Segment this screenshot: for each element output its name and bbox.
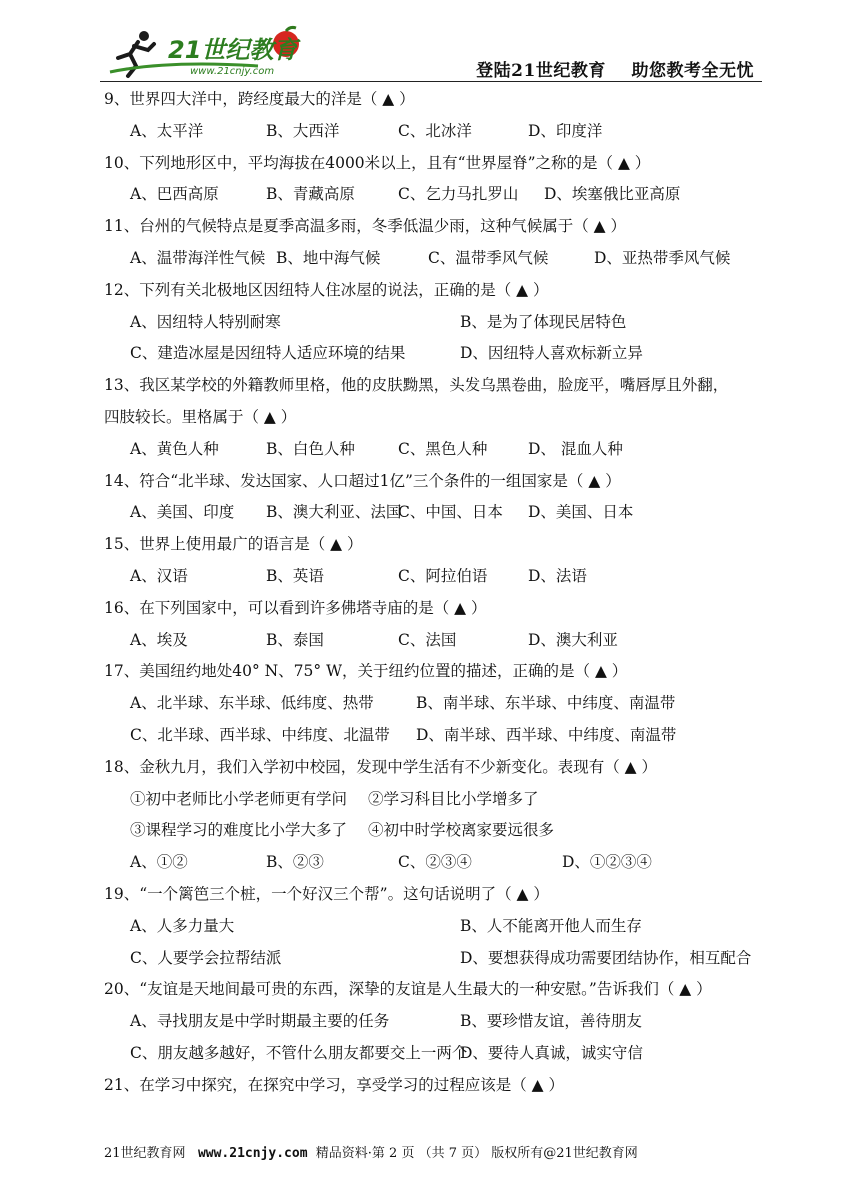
option-row [104, 847, 764, 879]
answer-option[interactable]: B、②③ [266, 853, 324, 872]
question-list [104, 84, 764, 1102]
question-stem: 17、美国纽约地处40° N、75° W，关于纽约位置的描述，正确的是（ ▲ ） [104, 662, 628, 681]
footer-page-info: 精品资料·第 2 页 （共 7 页） 版权所有@21世纪教育网 [315, 1146, 638, 1161]
answer-option[interactable]: D、 混血人种 [528, 439, 623, 458]
answer-option[interactable]: B、地中海气候 [276, 248, 381, 267]
answer-option[interactable]: ③课程学习的难度比小学大多了 [130, 821, 348, 840]
answer-option[interactable]: B、人不能离开他人而生存 [460, 916, 642, 935]
answer-option[interactable]: B、是为了体现民居特色 [460, 312, 627, 331]
answer-option[interactable]: B、白色人种 [266, 439, 355, 458]
answer-option[interactable]: A、太平洋 [130, 121, 204, 140]
question-stem: 20、“友谊是天地间最可贵的东西，深挚的友谊是人生最大的一种安慰。”告诉我们（ ▲ ） [104, 980, 712, 999]
answer-option[interactable]: D、南半球、西半球、中纬度、南温带 [416, 725, 677, 744]
option-row [104, 1038, 764, 1070]
option-row [104, 561, 764, 593]
answer-option[interactable]: A、埃及 [130, 630, 188, 649]
answer-option[interactable]: C、阿拉伯语 [398, 566, 488, 585]
answer-option[interactable]: C、中国、日本 [398, 503, 503, 522]
answer-option[interactable]: A、黄色人种 [130, 439, 219, 458]
answer-option[interactable]: B、南半球、东半球、中纬度、南温带 [416, 694, 676, 713]
option-row [104, 338, 764, 370]
option-row [104, 179, 764, 211]
question-stem-continued: 四肢较长。里格属于（ ▲ ） [104, 407, 297, 426]
answer-option[interactable]: D、澳大利亚 [528, 630, 618, 649]
footer-url[interactable]: www.21cnjy.com [197, 1146, 308, 1161]
question-stem: 15、世界上使用最广的语言是（ ▲ ） [104, 535, 363, 554]
answer-option[interactable]: C、北半球、西半球、中纬度、北温带 [130, 725, 390, 744]
site-logo[interactable] [108, 24, 308, 82]
question-stem: 16、在下列国家中，可以看到许多佛塔寺庙的是（ ▲ ） [104, 598, 487, 617]
answer-option[interactable]: A、①② [130, 853, 188, 872]
option-row [104, 911, 764, 943]
answer-option[interactable]: A、因纽特人特别耐寒 [130, 312, 281, 331]
option-row [104, 1006, 764, 1038]
answer-option[interactable]: D、①②③④ [562, 853, 652, 872]
answer-option[interactable]: D、要想获得成功需要团结协作，相互配合 [460, 948, 752, 967]
option-row [104, 720, 764, 752]
answer-option[interactable]: B、英语 [266, 566, 324, 585]
question-stem: 18、金秋九月，我们入学初中校园，发现中学生活有不少新变化。表现有（ ▲ ） [104, 757, 657, 776]
answer-option[interactable]: C、朋友越多越好，不管什么朋友都要交上一两个 [130, 1043, 468, 1062]
answer-option[interactable]: D、法语 [528, 566, 587, 585]
option-row [104, 815, 764, 847]
answer-option[interactable]: D、因纽特人喜欢标新立异 [460, 344, 643, 363]
answer-option[interactable]: D、要待人真诚，诚实守信 [460, 1043, 643, 1062]
answer-option[interactable]: C、北冰洋 [398, 121, 472, 140]
question-stem: 11、台州的气候特点是夏季高温多雨，冬季低温少雨，这种气候属于（ ▲ ） [104, 217, 626, 236]
option-row [104, 243, 764, 275]
option-row [104, 625, 764, 657]
answer-option[interactable]: D、印度洋 [528, 121, 603, 140]
answer-option[interactable]: D、美国、日本 [528, 503, 634, 522]
answer-option[interactable]: A、人多力量大 [130, 916, 235, 935]
page-header [100, 20, 762, 82]
footer-site: 21世纪教育网 [104, 1146, 186, 1161]
answer-option[interactable]: C、乞力马扎罗山 [398, 185, 519, 204]
answer-option[interactable]: C、②③④ [398, 853, 472, 872]
answer-option[interactable]: A、温带海洋性气候 [130, 248, 266, 267]
answer-option[interactable]: C、人要学会拉帮结派 [130, 948, 282, 967]
answer-option[interactable]: C、温带季风气候 [428, 248, 549, 267]
logo-graphic [108, 24, 308, 82]
option-row [104, 307, 764, 339]
answer-option[interactable]: ④初中时学校离家要远很多 [368, 821, 555, 840]
answer-option[interactable]: D、亚热带季风气候 [594, 248, 731, 267]
answer-option[interactable]: B、要珍惜友谊，善待朋友 [460, 1012, 642, 1031]
svg-text:www.21cnjy.com: www.21cnjy.com [190, 66, 275, 77]
answer-option[interactable]: A、北半球、东半球、低纬度、热带 [130, 694, 374, 713]
question-stem: 9、世界四大洋中，跨经度最大的洋是（ ▲ ） [104, 90, 415, 108]
header-divider [100, 81, 762, 82]
question-stem: 19、“一个篱笆三个桩，一个好汉三个帮”。这句话说明了（ ▲ ） [104, 884, 549, 903]
option-row [104, 497, 764, 529]
answer-option[interactable]: D、埃塞俄比亚高原 [544, 185, 681, 204]
answer-option[interactable]: C、建造冰屋是因纽特人适应环境的结果 [130, 344, 406, 363]
option-row [104, 943, 764, 975]
option-row [104, 688, 764, 720]
answer-option[interactable]: C、黑色人种 [398, 439, 488, 458]
answer-option[interactable]: C、法国 [398, 630, 457, 649]
answer-option[interactable]: A、巴西高原 [130, 185, 219, 204]
page-footer [104, 1142, 638, 1161]
answer-option[interactable]: B、大西洋 [266, 121, 340, 140]
question-stem: 10、下列地形区中，平均海拔在4000米以上，且有“世界屋脊”之称的是（ ▲ ） [104, 153, 651, 172]
option-row [104, 434, 764, 466]
answer-option[interactable]: ②学习科目比小学增多了 [368, 789, 539, 808]
answer-option[interactable]: A、美国、印度 [130, 503, 235, 522]
answer-option[interactable]: B、青藏高原 [266, 185, 355, 204]
answer-option[interactable]: A、寻找朋友是中学时期最主要的任务 [130, 1012, 390, 1031]
answer-option[interactable]: A、汉语 [130, 566, 188, 585]
answer-option[interactable]: ①初中老师比小学老师更有学问 [130, 789, 348, 808]
question-stem: 12、下列有关北极地区因纽特人住冰屋的说法，正确的是（ ▲ ） [104, 280, 549, 299]
option-row [104, 116, 764, 148]
question-stem: 21、在学习中探究，在探究中学习，享受学习的过程应该是（ ▲ ） [104, 1075, 564, 1094]
answer-option[interactable]: B、澳大利亚、法国 [266, 503, 402, 522]
option-row [104, 784, 764, 816]
svg-text:21世纪教育: 21世纪教育 [168, 36, 298, 64]
question-stem: 14、符合“北半球、发达国家、人口超过1亿”三个条件的一组国家是（ ▲ ） [104, 471, 621, 490]
header-slogan: 登陆21世纪教育 助您教考全无忧 [476, 61, 754, 81]
answer-option[interactable]: B、泰国 [266, 630, 324, 649]
question-stem: 13、我区某学校的外籍教师里格，他的皮肤黝黑，头发乌黑卷曲，脸庞平，嘴唇厚且外翻， [104, 376, 729, 395]
